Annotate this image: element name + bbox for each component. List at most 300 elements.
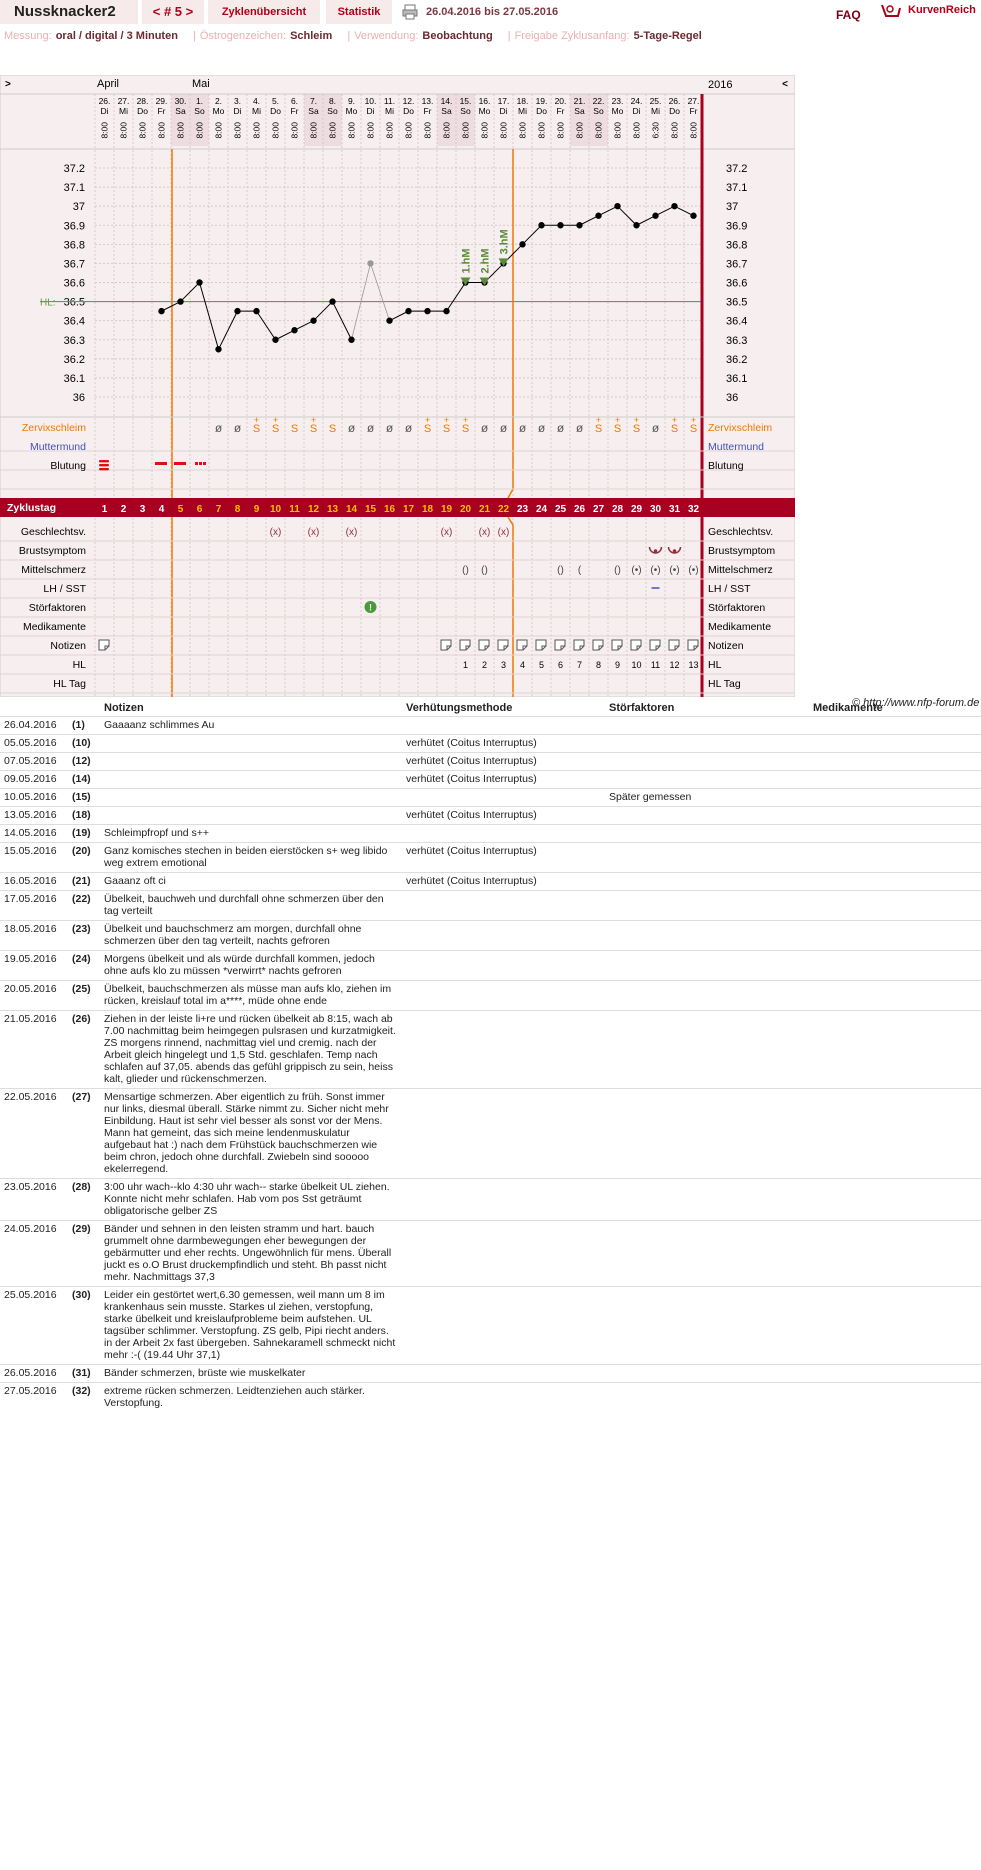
meds-cell bbox=[809, 825, 981, 843]
cycle-day-cell: (24) bbox=[68, 951, 100, 981]
bleeding-heavy-mark bbox=[99, 464, 109, 466]
day-label: 20. bbox=[554, 96, 567, 106]
disturb-cell bbox=[605, 951, 809, 981]
weekday-label: Do bbox=[137, 106, 148, 116]
method-header: Verhütungsmethode bbox=[406, 702, 513, 714]
notes-table-container bbox=[0, 700, 981, 1412]
row-label-right-intercourse: Geschlechtsv. bbox=[708, 526, 774, 538]
date-cell: 24.05.2016 bbox=[0, 1221, 68, 1287]
cycle-navigation[interactable]: < # 5 > bbox=[142, 0, 204, 24]
temperature-point bbox=[253, 308, 259, 314]
temperature-point bbox=[576, 222, 582, 228]
cycle-day-cell: (32) bbox=[68, 1383, 100, 1413]
disturb-cell bbox=[605, 843, 809, 873]
method-cell: verhütet (Coitus Interruptus) bbox=[402, 735, 605, 753]
row-label-right-hl_day: HL Tag bbox=[708, 678, 741, 690]
disturb-cell bbox=[605, 1089, 809, 1179]
row-label-cervix: Zervixschleim bbox=[21, 422, 86, 434]
time-label: 8:00 bbox=[422, 122, 433, 139]
table-row bbox=[0, 1287, 981, 1365]
hl-count-label: 3 bbox=[500, 660, 507, 670]
cervix-plus-icon: + bbox=[671, 415, 678, 425]
cervix-dry-icon: ø bbox=[347, 421, 356, 435]
meds-cell bbox=[809, 1365, 981, 1383]
nav-prev-icon: > bbox=[5, 79, 11, 90]
note-cell: Leider ein gestörtet wert,6.30 gemessen, weil mann um 8 im krankenhaus sein musste. Starkes ul ziehen, verstopfung, starke übelkeit und kreislaufprobleme beim aufstehen. UL tagsüber schlimmer. Verstopfung. ZS gelb, Pipi riecht anders. in der Arbeit 2x fast übergeben. Sahnekaramell schmeckt nicht mehr :-( (19.44 Uhr 37,1) bbox=[100, 1287, 402, 1365]
y-tick-label-right: 36.2 bbox=[726, 353, 748, 366]
note-cell: Übelkeit und bauchschmerz am morgen, durchfall ohne schmerzen über den tag verteilt, nachts gefroren bbox=[100, 921, 402, 951]
meds-cell bbox=[809, 951, 981, 981]
row-label-right-bleeding: Blutung bbox=[708, 460, 744, 472]
cycle-day-cell: (30) bbox=[68, 1287, 100, 1365]
date-cell: 10.05.2016 bbox=[0, 789, 68, 807]
temperature-point bbox=[386, 317, 392, 323]
mittelschmerz-icon: ( bbox=[577, 565, 582, 576]
date-cell: 16.05.2016 bbox=[0, 873, 68, 891]
time-label: 8:00 bbox=[118, 122, 129, 139]
cervix-plus-icon: + bbox=[462, 415, 469, 425]
temperature-point bbox=[234, 308, 240, 314]
method-cell: verhütet (Coitus Interruptus) bbox=[402, 873, 605, 891]
meds-cell bbox=[809, 717, 981, 735]
time-label: 8:00 bbox=[441, 122, 452, 139]
meds-cell bbox=[809, 921, 981, 951]
disturb-cell bbox=[605, 771, 809, 789]
cervix-plus-icon: + bbox=[310, 415, 317, 425]
row-label-right-cervix_os: Muttermund bbox=[708, 441, 765, 453]
cervix-dry-icon: ø bbox=[499, 421, 508, 435]
weekday-label: Di bbox=[233, 106, 242, 116]
temperature-point bbox=[367, 260, 373, 266]
date-cell: 22.05.2016 bbox=[0, 1089, 68, 1179]
mittelschmerz-icon: (•) bbox=[669, 565, 680, 576]
y-tick-label-right: 37.1 bbox=[726, 182, 748, 195]
meds-cell bbox=[809, 1287, 981, 1365]
row-label-breast: Brustsymptom bbox=[18, 545, 86, 557]
time-label: 8:00 bbox=[498, 122, 509, 139]
weekday-label: Di bbox=[499, 106, 508, 116]
temperature-point bbox=[652, 213, 658, 219]
time-label: 8:00 bbox=[688, 122, 699, 139]
note-cell bbox=[100, 789, 402, 807]
date-cell: 19.05.2016 bbox=[0, 951, 68, 981]
temperature-point bbox=[405, 308, 411, 314]
day-label: 9. bbox=[347, 96, 356, 106]
temperature-point bbox=[310, 317, 316, 323]
note-cell: 3:00 uhr wach--klo 4:30 uhr wach-- starke übelkeit UL ziehen. Konnte nicht mehr schlafen. Hab vom pos Sst geträumt obligatorische gelber ZS bbox=[100, 1179, 402, 1221]
hl-count-label: 4 bbox=[519, 660, 526, 670]
weekday-label: Mi bbox=[252, 106, 261, 116]
y-tick-label-right: 36.8 bbox=[726, 239, 748, 252]
cycle-day-cell: (19) bbox=[68, 825, 100, 843]
row-label-right-lh: LH / SST bbox=[708, 583, 751, 595]
time-label: 8:00 bbox=[460, 122, 471, 139]
row-label-meds: Medikamente bbox=[22, 621, 86, 633]
date-cell: 26.05.2016 bbox=[0, 1365, 68, 1383]
cycle-day-number: 23 bbox=[516, 504, 529, 515]
date-cell: 21.05.2016 bbox=[0, 1011, 68, 1089]
temperature-point bbox=[595, 213, 601, 219]
cycle-day-number: 25 bbox=[554, 504, 567, 515]
mittelschmerz-icon: () bbox=[557, 565, 564, 576]
method-cell: verhütet (Coitus Interruptus) bbox=[402, 807, 605, 825]
note-cell bbox=[100, 807, 402, 825]
note-cell: extreme rücken schmerzen. Leidtenziehen auch stärker. Verstopfung. bbox=[100, 1383, 402, 1413]
cervix-plus-icon: + bbox=[443, 415, 450, 425]
intercourse-icon: (x) bbox=[478, 527, 491, 538]
day-label: 7. bbox=[309, 96, 318, 106]
time-label: 8:00 bbox=[365, 122, 376, 139]
tab-statistics[interactable]: Statistik bbox=[326, 0, 392, 24]
time-label: 8:00 bbox=[403, 122, 414, 139]
top-bar bbox=[0, 0, 981, 24]
chart-owner-title: Nussknacker2 bbox=[0, 0, 138, 24]
intercourse-icon: (x) bbox=[345, 527, 358, 538]
table-row bbox=[0, 1179, 981, 1221]
temperature-point bbox=[158, 308, 164, 314]
disturb-cell bbox=[605, 1383, 809, 1413]
date-cell: 23.05.2016 bbox=[0, 1179, 68, 1221]
cervix-dry-icon: ø bbox=[651, 421, 660, 435]
measurement-info: Messung: oral / digital / 3 Minuten | Östrogenzeichen: Schleim | Verwendung: Beobachtung | Freigabe Zyklusanfang: 5-Tage-Regel bbox=[4, 30, 702, 42]
y-tick-label: 36.4 bbox=[63, 315, 85, 328]
day-label: 21. bbox=[573, 96, 586, 106]
cervix-plus-icon: + bbox=[595, 415, 602, 425]
tab-cycle-overview[interactable]: Zyklenübersicht bbox=[208, 0, 320, 24]
y-tick-label: 37.2 bbox=[63, 163, 85, 175]
cervix-dry-icon: ø bbox=[366, 421, 375, 435]
weekday-label: Mo bbox=[478, 106, 491, 116]
cycle-day-cell: (14) bbox=[68, 771, 100, 789]
weekday-label: Mo bbox=[212, 106, 225, 116]
row-label-cycle-day: Zyklustag bbox=[7, 502, 57, 514]
breast-symptom-icon bbox=[654, 549, 658, 553]
breast-symptom-icon bbox=[673, 549, 677, 553]
cycle-day-number: 17 bbox=[402, 504, 415, 515]
meds-header: Medikamente bbox=[813, 702, 883, 714]
cycle-day-cell: (22) bbox=[68, 891, 100, 921]
date-cell: 05.05.2016 bbox=[0, 735, 68, 753]
cervix-plus-icon: + bbox=[614, 415, 621, 425]
cycle-day-number: 6 bbox=[196, 504, 203, 515]
bleeding-medium-mark bbox=[155, 462, 167, 465]
cervix-plus-icon: + bbox=[633, 415, 640, 425]
weekday-label: Mi bbox=[651, 106, 660, 116]
meds-cell bbox=[809, 1089, 981, 1179]
day-label: 30. bbox=[174, 96, 187, 106]
cycle-day-number: 26 bbox=[573, 504, 586, 515]
y-tick-label: 37.1 bbox=[63, 182, 85, 195]
row-label-notes: Notizen bbox=[50, 640, 86, 652]
cycle-day-number: 31 bbox=[668, 504, 681, 515]
meds-cell bbox=[809, 1383, 981, 1413]
meds-cell bbox=[809, 1221, 981, 1287]
time-label: 8:00 bbox=[99, 122, 110, 139]
day-label: 12. bbox=[402, 96, 415, 106]
cervix-mucus-icon: S bbox=[689, 423, 698, 435]
row-label-hl_day: HL Tag bbox=[53, 678, 86, 690]
cycle-day-number: 22 bbox=[497, 504, 510, 515]
hl-count-label: 13 bbox=[688, 660, 699, 670]
cycle-day-cell: (31) bbox=[68, 1365, 100, 1383]
cycle-day-cell: (15) bbox=[68, 789, 100, 807]
disturb-cell bbox=[605, 891, 809, 921]
cycle-day-cell: (12) bbox=[68, 753, 100, 771]
temperature-point bbox=[348, 337, 354, 343]
y-tick-label-right: 37.2 bbox=[726, 163, 748, 175]
time-label: 8:00 bbox=[593, 122, 604, 139]
cycle-day-cell: (29) bbox=[68, 1221, 100, 1287]
cycle-day-cell: (20) bbox=[68, 843, 100, 873]
hl-count-label: 7 bbox=[576, 660, 583, 670]
note-cell: Gaaaanz schlimmes Au bbox=[100, 717, 402, 735]
method-cell bbox=[402, 981, 605, 1011]
temperature-point bbox=[329, 298, 335, 304]
meta-value: Beobachtung bbox=[422, 30, 493, 42]
temperature-point bbox=[671, 203, 677, 209]
cycle-day-cell: (26) bbox=[68, 1011, 100, 1089]
bleeding-light-mark bbox=[195, 462, 198, 465]
time-label: 8:00 bbox=[574, 122, 585, 139]
time-label: 8:00 bbox=[346, 122, 357, 139]
y-tick-label-right: 36.6 bbox=[726, 277, 748, 290]
bleeding-medium-mark bbox=[174, 462, 186, 465]
time-label: 8:00 bbox=[213, 122, 224, 139]
cervix-plus-icon: + bbox=[253, 415, 260, 425]
meds-cell bbox=[809, 789, 981, 807]
row-label-mittelschmerz: Mittelschmerz bbox=[21, 564, 86, 576]
weekday-label: Sa bbox=[175, 106, 186, 116]
weekday-label: Sa bbox=[441, 106, 452, 116]
y-tick-label: 36.7 bbox=[63, 258, 85, 271]
row-label-intercourse: Geschlechtsv. bbox=[20, 526, 86, 538]
month-label: April bbox=[97, 78, 120, 90]
y-tick-label-right: 36.7 bbox=[726, 258, 748, 271]
bleeding-light-mark bbox=[199, 462, 202, 465]
disturb-cell bbox=[605, 735, 809, 753]
weekday-label: Mi bbox=[385, 106, 394, 116]
month-label: Mai bbox=[192, 78, 210, 90]
date-cell: 07.05.2016 bbox=[0, 753, 68, 771]
method-cell bbox=[402, 1179, 605, 1221]
time-label: 8:00 bbox=[384, 122, 395, 139]
disturb-cell bbox=[605, 717, 809, 735]
time-label: 8:00 bbox=[308, 122, 319, 139]
row-label-right-disturb: Störfaktoren bbox=[708, 602, 766, 614]
brand-name: KurvenReich bbox=[908, 4, 976, 16]
table-row bbox=[0, 1221, 981, 1287]
cervix-mucus-icon: S bbox=[670, 423, 679, 435]
cervix-mucus-icon: S bbox=[328, 423, 337, 435]
faq-link[interactable]: FAQ bbox=[836, 8, 861, 22]
weekday-label: So bbox=[194, 106, 205, 116]
note-cell: Übelkeit, bauchschmerzen als müsse man aufs klo, ziehen im rücken, kreislauf total im a****, müde ohne ende bbox=[100, 981, 402, 1011]
y-tick-label: 36.3 bbox=[63, 334, 85, 347]
time-label: 8:00 bbox=[194, 122, 205, 139]
temperature-point bbox=[196, 279, 202, 285]
y-tick-label: 36.6 bbox=[63, 277, 85, 290]
row-label-lh: LH / SST bbox=[43, 583, 86, 595]
time-label: 8:00 bbox=[517, 122, 528, 139]
copyright: © http://www.nfp-forum.de bbox=[852, 697, 980, 709]
weekday-label: Fr bbox=[556, 106, 565, 116]
y-tick-label-right: 36.1 bbox=[726, 372, 748, 385]
weekday-label: Do bbox=[270, 106, 281, 116]
method-cell bbox=[402, 1011, 605, 1089]
time-label: 8:00 bbox=[555, 122, 566, 139]
printer-icon[interactable] bbox=[402, 4, 418, 20]
day-label: 25. bbox=[649, 96, 662, 106]
day-label: 29. bbox=[155, 96, 168, 106]
cervix-mucus-icon: S bbox=[271, 423, 280, 435]
note-cell bbox=[100, 753, 402, 771]
cycle-day-number: 14 bbox=[345, 504, 358, 515]
temperature-point bbox=[557, 222, 563, 228]
disturb-cell bbox=[605, 807, 809, 825]
weekday-label: Fr bbox=[423, 106, 432, 116]
time-label: 8:00 bbox=[669, 122, 680, 139]
table-row bbox=[0, 873, 981, 891]
y-tick-label-right: 36 bbox=[726, 392, 739, 404]
cervix-dry-icon: ø bbox=[556, 421, 565, 435]
date-cell: 14.05.2016 bbox=[0, 825, 68, 843]
note-cell bbox=[100, 735, 402, 753]
day-label: 19. bbox=[535, 96, 548, 106]
meta-label: Messung: bbox=[4, 30, 52, 42]
cycle-day-cell: (27) bbox=[68, 1089, 100, 1179]
time-label: 8:00 bbox=[270, 122, 281, 139]
cervix-mucus-icon: S bbox=[461, 423, 470, 435]
method-cell bbox=[402, 921, 605, 951]
day-label: 18. bbox=[516, 96, 529, 106]
time-label: 8:00 bbox=[175, 122, 186, 139]
weekday-label: Fr bbox=[290, 106, 299, 116]
meta-value: oral / digital / 3 Minuten bbox=[55, 30, 178, 42]
row-label-right-cervix: Zervixschleim bbox=[708, 422, 773, 434]
time-label: 8:00 bbox=[479, 122, 490, 139]
cycle-day-cell: (28) bbox=[68, 1179, 100, 1221]
y-tick-label-right: 36.9 bbox=[726, 220, 748, 233]
disturb-cell bbox=[605, 1221, 809, 1287]
table-row bbox=[0, 891, 981, 921]
date-cell: 27.05.2016 bbox=[0, 1383, 68, 1413]
note-cell: Bänder schmerzen, brüste wie muskelkater bbox=[100, 1365, 402, 1383]
note-cell: Bänder und sehnen in den leisten stramm und hart. bauch grummelt ohne darmbewegungen eher bewegungen der gebärmutter und eher rechts. Ungewöhnlich für mens. Überall juckt es o.O Brust druckempfindlich und steht. Bh passt nicht mehr. Nachmittags 37,3 bbox=[100, 1221, 402, 1287]
hl-count-label: 1 bbox=[462, 660, 469, 670]
y-tick-label: 36.1 bbox=[63, 372, 85, 385]
cycle-day-number: 27 bbox=[592, 504, 605, 515]
intercourse-icon: (x) bbox=[307, 527, 320, 538]
hl-count-label: 2 bbox=[481, 660, 488, 670]
meds-cell bbox=[809, 891, 981, 921]
method-cell bbox=[402, 1089, 605, 1179]
cervix-mucus-icon: S bbox=[290, 423, 299, 435]
cycle-day-number: 13 bbox=[326, 504, 339, 515]
day-label: 15. bbox=[459, 96, 472, 106]
hl-count-label: 8 bbox=[595, 660, 602, 670]
temperature-point bbox=[614, 203, 620, 209]
time-label: 6:30 bbox=[650, 122, 661, 139]
meta-label: Verwendung: bbox=[354, 30, 419, 42]
cycle-day-cell: (25) bbox=[68, 981, 100, 1011]
cervix-dry-icon: ø bbox=[404, 421, 413, 435]
method-cell: verhütet (Coitus Interruptus) bbox=[402, 753, 605, 771]
row-label-bleeding: Blutung bbox=[50, 460, 86, 472]
time-label: 8:00 bbox=[137, 122, 148, 139]
time-label: 8:00 bbox=[536, 122, 547, 139]
day-label: 1. bbox=[195, 96, 204, 106]
method-cell bbox=[402, 717, 605, 735]
cycle-day-cell: (21) bbox=[68, 873, 100, 891]
cervix-dry-icon: ø bbox=[385, 421, 394, 435]
meds-cell bbox=[809, 873, 981, 891]
disturb-cell bbox=[605, 1179, 809, 1221]
weekday-label: Mi bbox=[518, 106, 527, 116]
cycle-day-number: 32 bbox=[687, 504, 700, 515]
cycle-day-cell: (1) bbox=[68, 717, 100, 735]
cervix-dry-icon: ø bbox=[233, 421, 242, 435]
date-cell: 26.04.2016 bbox=[0, 717, 68, 735]
bleeding-light-mark bbox=[203, 462, 206, 465]
table-row bbox=[0, 825, 981, 843]
hl-count-label: 10 bbox=[631, 660, 642, 670]
day-label: 17. bbox=[497, 96, 510, 106]
method-cell: verhütet (Coitus Interruptus) bbox=[402, 771, 605, 789]
day-label: 26. bbox=[98, 96, 111, 106]
temperature-point bbox=[272, 337, 278, 343]
meta-label: Östrogenzeichen: bbox=[199, 30, 287, 42]
time-label: 8:00 bbox=[289, 122, 300, 139]
weekday-label: Mo bbox=[611, 106, 624, 116]
meds-cell bbox=[809, 753, 981, 771]
disturb-cell bbox=[605, 753, 809, 771]
cycle-day-cell: (18) bbox=[68, 807, 100, 825]
row-label-right-breast: Brustsymptom bbox=[708, 545, 776, 557]
hl-count-label: 5 bbox=[538, 660, 545, 670]
time-label: 8:00 bbox=[327, 122, 338, 139]
cervix-mucus-icon: S bbox=[594, 423, 603, 435]
cycle-day-number: 29 bbox=[630, 504, 643, 515]
day-label: 27. bbox=[117, 96, 130, 106]
table-row bbox=[0, 921, 981, 951]
day-label: 16. bbox=[478, 96, 491, 106]
hl-count-label: 12 bbox=[669, 660, 680, 670]
time-label: 8:00 bbox=[232, 122, 243, 139]
cervix-mucus-icon: S bbox=[252, 423, 261, 435]
hl-count-label: 11 bbox=[650, 660, 661, 670]
cycle-day-number: 28 bbox=[611, 504, 624, 515]
mittelschmerz-icon: (•) bbox=[631, 565, 642, 576]
weekday-label: Di bbox=[632, 106, 641, 116]
cervix-dry-icon: ø bbox=[537, 421, 546, 435]
table-row bbox=[0, 1383, 981, 1413]
row-label-right-mittelschmerz: Mittelschmerz bbox=[708, 564, 773, 576]
method-cell: verhütet (Coitus Interruptus) bbox=[402, 843, 605, 873]
meds-cell bbox=[809, 843, 981, 873]
hl-count-label: 9 bbox=[614, 660, 621, 670]
cycle-day-number: 12 bbox=[307, 504, 320, 515]
note-cell bbox=[100, 771, 402, 789]
day-label: 10. bbox=[364, 96, 377, 106]
note-cell: Mensartige schmerzen. Aber eigentlich zu früh. Sonst immer nur links, diesmal überall. Stärke nimmt zu. Sicher nicht mehr Einbildung. Haut ist sehr viel besser als sonst vor der Mens. Mann hat gemeint, das sich meine lendenmuskulatur aufgebaut hat :) nach dem Frühstück bauchschmerzen wie beim chron, jedoch ohne durchfall. Zwiebeln sind sooooo ekelerregend. bbox=[100, 1089, 402, 1179]
cycle-day-number: 4 bbox=[158, 504, 165, 515]
mittelschmerz-icon: () bbox=[614, 565, 621, 576]
cervix-dry-icon: ø bbox=[575, 421, 584, 435]
cycle-day-number: 11 bbox=[289, 504, 300, 515]
time-label: 8:00 bbox=[631, 122, 642, 139]
day-label: 26. bbox=[668, 96, 681, 106]
table-row bbox=[0, 843, 981, 873]
